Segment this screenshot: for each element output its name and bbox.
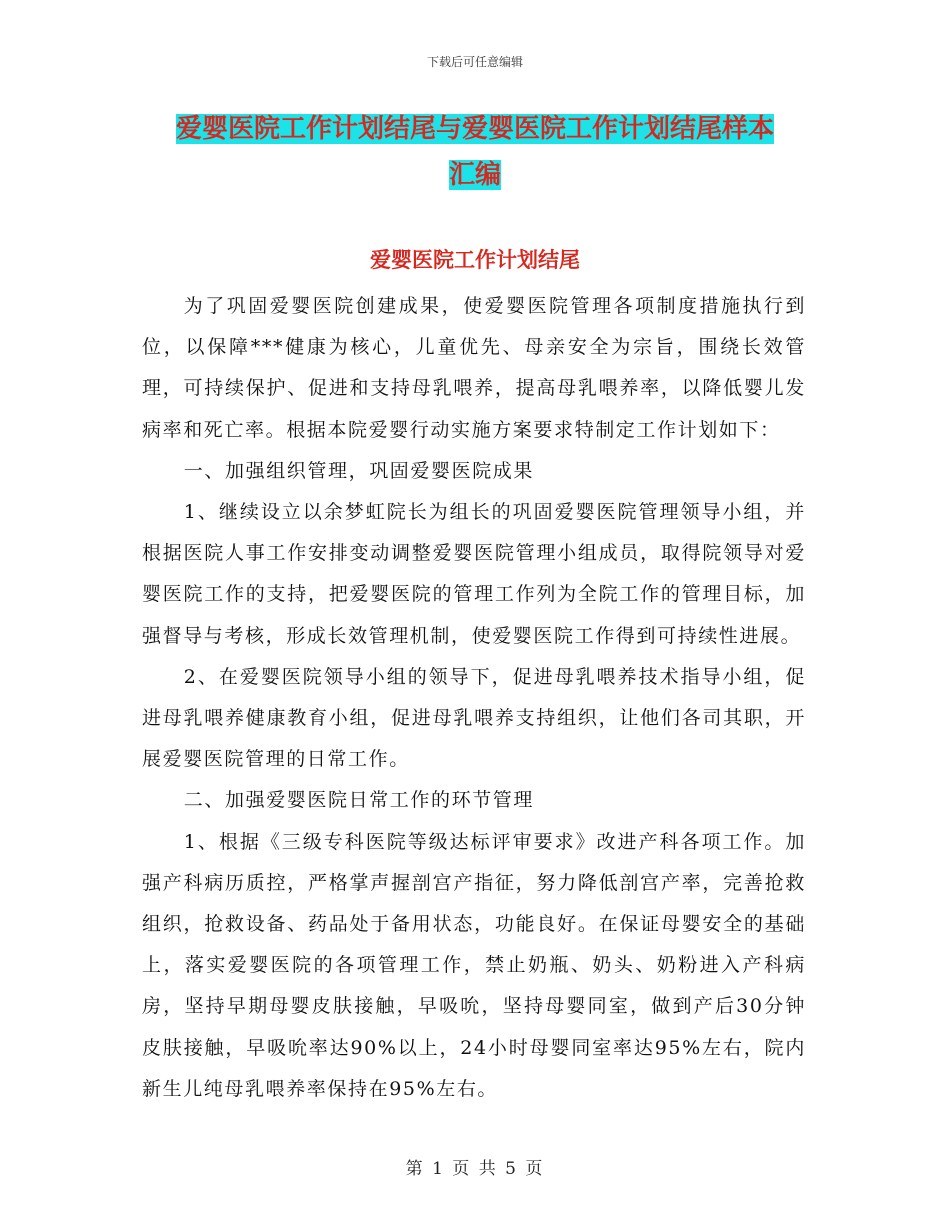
paragraph-daily-item-1: 1、根据《三级专科医院等级达标评审要求》改进产科各项工作。加强产科病历质控，严格掌声握剖宫产指征，努力降低剖宫产率，完善抢救组织，抢救设备、药品处于备用状态，功能良好。在保证母婴安全的基础上，落实爱婴医院的各项管理工作，禁止奶瓶、奶头、奶粉进入产科病房，坚持早期母婴皮肤接触，早吸吮，坚持母婴同室，做到产后30分钟皮肤接触，早吸吮率达90%以上，24小时母婴同室率达95%左右，院内新生儿纯母乳喂养率保持在95%左右。 — [142, 830, 806, 1100]
heading-daily-work: 二、加强爱婴医院日常工作的环节管理 — [183, 789, 534, 812]
header-note: 下载后可任意编辑 — [426, 55, 523, 69]
document-title-line-2: 汇编 — [448, 160, 501, 190]
paragraph-item-1: 1、继续设立以余梦虹院长为组长的巩固爱婴医院管理领导小组，并根据医院人事工作安排变动调整爱婴医院管理小组成员，取得院领导对爱婴医院工作的支持，把爱婴医院的管理工作列为全院工作的管理目标，加强督导与考核，形成长效管理机制，使爱婴医院工作得到可持续性进展。 — [142, 501, 806, 647]
section-title: 爱婴医院工作计划结尾 — [370, 247, 580, 272]
page-footer: 第 1 页 共 5 页 — [405, 1159, 545, 1179]
document-title — [150, 106, 800, 198]
paragraph-item-2: 2、在爱婴医院领导小组的领导下，促进母乳喂养技术指导小组，促进母乳喂养健康教育小组，促进母乳喂养支持组织，让他们各司其职，开展爱婴医院管理的日常工作。 — [142, 665, 806, 771]
document-body — [142, 286, 806, 1110]
paragraph-intro: 为了巩固爱婴医院创建成果，使爱婴医院管理各项制度措施执行到位，以保障***健康为核心，儿童优先、母亲安全为宗旨，围绕长效管理，可持续保护、促进和支持母乳喂养，提高母乳喂养率，以降低婴儿发病率和死亡率。根据本院爱婴行动实施方案要求特制定工作计划如下： — [142, 295, 806, 441]
heading-organization: 一、加强组织管理，巩固爱婴医院成果 — [183, 459, 534, 482]
document-title-line-1: 爱婴医院工作计划结尾与爱婴医院工作计划结尾样本 — [175, 114, 774, 144]
